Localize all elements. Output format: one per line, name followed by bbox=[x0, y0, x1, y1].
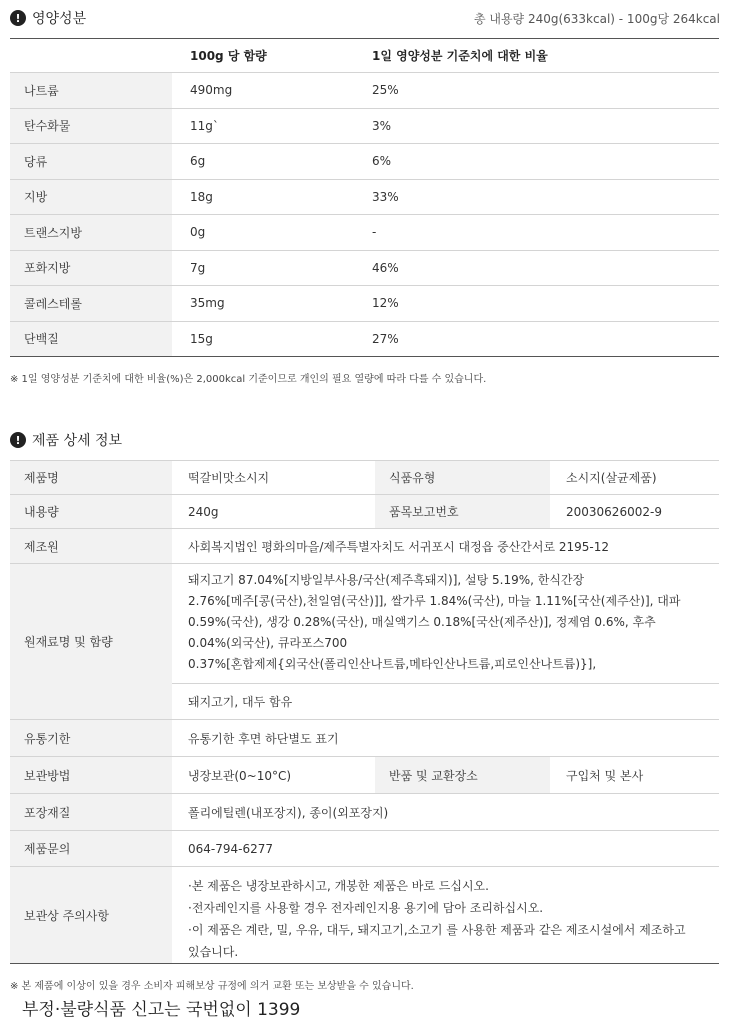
nutrient-percent: - bbox=[354, 215, 719, 251]
storage-label: 보관방법 bbox=[10, 757, 172, 794]
caution-value bbox=[172, 867, 719, 964]
nutrient-label: 단백질 bbox=[10, 321, 172, 357]
nutrition-section-header bbox=[10, 8, 86, 28]
packaging-value: 폴리에틸렌(내포장지), 종이(외포장지) bbox=[172, 794, 719, 831]
table-row bbox=[10, 250, 719, 286]
nutrient-percent: 12% bbox=[354, 286, 719, 322]
nutrition-header-row bbox=[10, 39, 719, 73]
nutrient-percent: 33% bbox=[354, 179, 719, 215]
exclamation-circle-icon: ! bbox=[10, 10, 26, 26]
manufacturer-label: 제조원 bbox=[10, 529, 172, 564]
product-name-label: 제품명 bbox=[10, 461, 172, 495]
nutrient-amount: 7g bbox=[172, 250, 354, 286]
nutrient-amount: 6g bbox=[172, 144, 354, 180]
nutrient-amount: 0g bbox=[172, 215, 354, 251]
nutrient-percent: 6% bbox=[354, 144, 719, 180]
nutrient-label: 탄수화물 bbox=[10, 108, 172, 144]
nutrient-label: 지방 bbox=[10, 179, 172, 215]
caution-line: 있습니다. bbox=[188, 945, 239, 959]
table-row bbox=[10, 215, 719, 251]
table-row bbox=[10, 73, 719, 109]
nutrient-percent: 46% bbox=[354, 250, 719, 286]
nutrient-amount: 18g bbox=[172, 179, 354, 215]
details-section-header bbox=[10, 430, 122, 450]
expiry-value: 유통기한 후면 하단별도 표기 bbox=[172, 720, 719, 757]
nutrient-label: 나트륨 bbox=[10, 73, 172, 109]
volume-label: 내용량 bbox=[10, 495, 172, 529]
ingredients-line: 0.37%[혼합제제{외국산(폴리인산나트륨,메타인산나트륨,피로인산나트륨)}], bbox=[188, 657, 597, 671]
table-row bbox=[10, 867, 719, 964]
table-row bbox=[10, 144, 719, 180]
caution-line: ·본 제품은 냉장보관하시고, 개봉한 제품은 바로 드십시오. bbox=[188, 879, 489, 893]
ingredients-line: 0.59%(국산), 생강 0.28%(국산), 매실액기스 0.18%[국산(제주산)], 정제염 0.6%, 후추 bbox=[188, 615, 656, 629]
nutrient-amount: 490mg bbox=[172, 73, 354, 109]
table-row bbox=[10, 564, 719, 684]
nutrient-amount: 11g` bbox=[172, 108, 354, 144]
return-label: 반품 및 교환장소 bbox=[375, 757, 550, 794]
ingredients-label: 원재료명 및 함량 bbox=[10, 564, 172, 720]
nutrient-percent: 27% bbox=[354, 321, 719, 357]
inquiry-value: 064-794-6277 bbox=[172, 831, 719, 867]
caution-line: ·전자레인지를 사용할 경우 전자레인지용 용기에 담아 조리하십시오. bbox=[188, 901, 544, 915]
product-name-value: 떡갈비맛소시지 bbox=[172, 461, 375, 495]
table-row bbox=[10, 794, 719, 831]
packaging-label: 포장재질 bbox=[10, 794, 172, 831]
inquiry-label: 제품문의 bbox=[10, 831, 172, 867]
nutrient-label: 트랜스지방 bbox=[10, 215, 172, 251]
return-value: 구입처 및 본사 bbox=[550, 757, 719, 794]
caution-label: 보관상 주의사항 bbox=[10, 867, 172, 964]
nutrient-label: 당류 bbox=[10, 144, 172, 180]
nutrient-amount: 15g bbox=[172, 321, 354, 357]
details-table bbox=[10, 460, 719, 964]
nutrient-label: 콜레스테롤 bbox=[10, 286, 172, 322]
ingredients-line: 0.04%(외국산), 큐라포스700 bbox=[188, 636, 348, 650]
nutrition-title: 영양성분 bbox=[32, 11, 87, 27]
table-row bbox=[10, 757, 719, 794]
table-row bbox=[10, 495, 719, 529]
report-no-label: 품목보고번호 bbox=[375, 495, 550, 529]
table-row bbox=[10, 286, 719, 322]
report-no-value: 20030626002-9 bbox=[550, 495, 719, 529]
nutrition-table bbox=[10, 38, 719, 357]
table-row bbox=[10, 179, 719, 215]
volume-value: 240g bbox=[172, 495, 375, 529]
details-title: 제품 상세 정보 bbox=[32, 433, 123, 449]
ingredients-line: 2.76%[메주[콩(국산),천일염(국산)]], 쌀가루 1.84%(국산), 마늘 1.11%[국산(제주산)], 대파 bbox=[188, 594, 681, 608]
nutrient-percent: 25% bbox=[354, 73, 719, 109]
nutrition-note: ※ 1일 영양성분 기준치에 대한 비율(%)은 2,000kcal 기준이므로 개인의 필요 열량에 따라 다를 수 있습니다. bbox=[10, 374, 487, 385]
table-row bbox=[10, 720, 719, 757]
table-row bbox=[10, 831, 719, 867]
details-note: ※ 본 제품에 이상이 있을 경우 소비자 피해보상 규정에 의거 교환 또는 보상받을 수 있습니다. bbox=[10, 981, 414, 992]
food-type-value: 소시지(살균제품) bbox=[550, 461, 719, 495]
ingredients-value bbox=[172, 564, 719, 684]
ingredients-line: 돼지고기 87.04%[지방일부사용/국산(제주흑돼지)], 설탕 5.19%, 한식간장 bbox=[188, 573, 585, 587]
nutrient-amount: 35mg bbox=[172, 286, 354, 322]
nutrition-total: 총 내용량 240g(633kcal) - 100g당 264kcal bbox=[473, 12, 720, 26]
header-amount: 100g 당 함량 bbox=[190, 49, 267, 63]
exclamation-circle-icon: ! bbox=[10, 432, 26, 448]
header-empty bbox=[10, 39, 172, 73]
table-row bbox=[10, 321, 719, 357]
header-percent: 1일 영양성분 기준치에 대한 비율 bbox=[372, 49, 548, 63]
table-row bbox=[10, 461, 719, 495]
nutrient-percent: 3% bbox=[354, 108, 719, 144]
table-row bbox=[10, 529, 719, 564]
food-type-label: 식품유형 bbox=[375, 461, 550, 495]
caution-line: ·이 제품은 계란, 밀, 우유, 대두, 돼지고기,소고기 를 사용한 제품과 같은 제조시설에서 제조하고 bbox=[188, 923, 686, 937]
manufacturer-value: 사회복지법인 평화의마을/제주특별자치도 서귀포시 대정읍 중산간서로 2195-12 bbox=[172, 529, 719, 564]
expiry-label: 유통기한 bbox=[10, 720, 172, 757]
storage-value: 냉장보관(0~10°C) bbox=[172, 757, 375, 794]
nutrient-label: 포화지방 bbox=[10, 250, 172, 286]
table-row bbox=[10, 108, 719, 144]
allergens-value: 돼지고기, 대두 함유 bbox=[172, 684, 719, 720]
report-line: 부정·불량식품 신고는 국번없이 1399 bbox=[22, 1000, 301, 1020]
